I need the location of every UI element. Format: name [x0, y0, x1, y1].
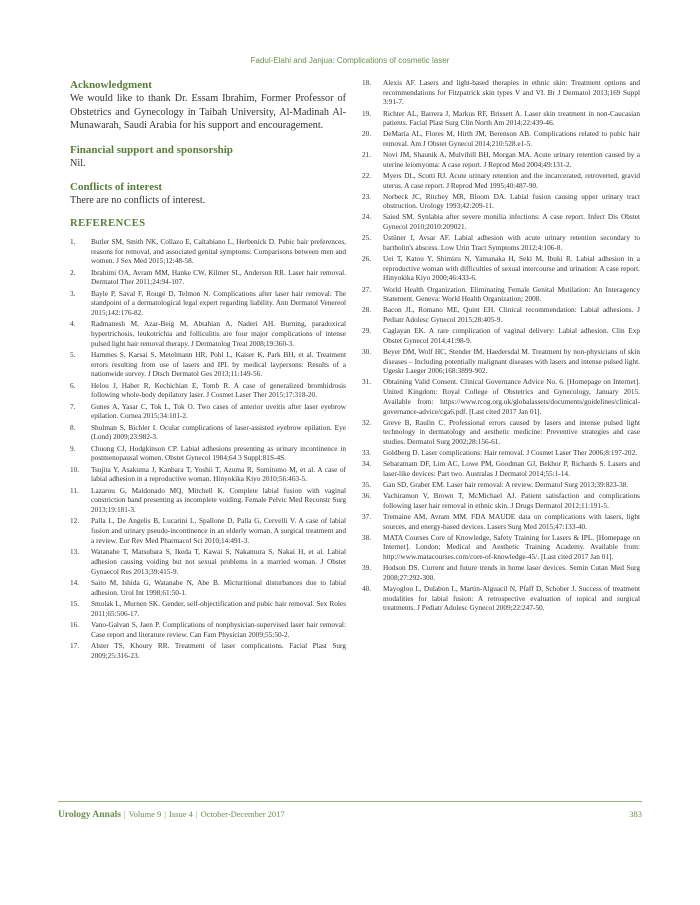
reference-item: [70, 599, 346, 618]
reference-number: 15.: [70, 598, 80, 608]
financial-body: Nil.: [70, 157, 86, 169]
reference-item: [362, 377, 640, 416]
reference-number: 22.: [362, 170, 372, 180]
reference-number: 5.: [70, 350, 76, 360]
reference-number: 7.: [70, 401, 76, 411]
footer-separator: |: [123, 809, 126, 819]
reference-item: [70, 547, 346, 576]
reference-item: [70, 578, 346, 597]
issue-date: October-December 2017: [200, 809, 285, 819]
reference-item: [362, 491, 640, 510]
right-column: [362, 78, 640, 615]
reference-list-right: [362, 78, 640, 613]
reference-number: 6.: [70, 380, 76, 390]
reference-item: [362, 533, 640, 562]
reference-number: 3.: [70, 288, 76, 298]
reference-number: 33.: [362, 448, 372, 458]
reference-text: Saito M, Ishida G, Watanabe N, Abe B. Micturitional disturbances due to labial adhesion. Urol Int 1998;61:50-1.: [91, 577, 346, 597]
reference-text: Greve B, Raulin C. Professional errors caused by lasers and intense pulsed light technology in dermatology and aesthetic medicine: Preventive strategies and case studies. Dermatol Surg 2002;28:156-61.: [383, 417, 640, 447]
reference-item: [362, 512, 640, 531]
reference-number: 35.: [362, 480, 372, 490]
reference-text: Alexis AF. Lasers and light-based therapies in ethnic skin: Treatment options and recommendations for Fitzpatrick skin types V and VI. Br J Dermatol 2013;169 Suppl 3:91-7.: [383, 78, 640, 107]
conflicts-body: There are no conflicts of interest.: [70, 195, 206, 207]
page-number: 383: [629, 809, 642, 819]
reference-text: Uei T, Katou Y, Shimizu N, Yamanaka H, Seki M, Ibuki R. Labial adhesion in a reproductive woman with difficulties of sexual intercourse and urination: A case report. Hinyokika Kiyo 2000;46:433-6.: [383, 254, 640, 283]
reference-text: Hammes S, Karsai S, Metelmann HR, Pohl L, Kaiser K, Park BH, et al. Treatment errors resulting from use of lasers and IPL by medical laypersons: Results of a nationwide survey. J Dtsch Dermatol Ges 2013;11:149-56.: [91, 350, 346, 379]
footer-divider: [58, 801, 642, 802]
reference-text: Shulman S, Bichler I. Ocular complications of laser-assisted eyebrow epilation. Eye (Lond) 2009;23:982-3.: [91, 422, 346, 442]
reference-item: [362, 347, 640, 376]
financial-title: Financial support and sponsorship: [70, 143, 233, 156]
reference-item: [70, 423, 346, 442]
reference-item: [70, 289, 346, 318]
reference-number: 20.: [362, 129, 372, 139]
reference-text: Gan SD, Graber EM. Laser hair removal: A review. Dermatol Surg 2013;39:823-38.: [383, 480, 629, 490]
reference-item: [362, 584, 640, 613]
reference-item: [70, 381, 346, 400]
reference-number: 40.: [362, 584, 372, 594]
footer-separator: |: [195, 809, 198, 819]
reference-text: World Health Organization. Eliminating Female Genital Mutilation: An Interagency Statement. Geneva: World Health Organization; 2008.: [383, 284, 640, 304]
reference-text: Hodson DS. Current and future trends in home laser devices. Semin Cutan Med Surg 2008;27:292-300.: [383, 563, 640, 582]
left-column: [70, 78, 346, 662]
reference-text: Tsujita Y, Asakuma J, Kanbara T, Yoshii T, Azuma R, Sumitomo M, et al. A case of labial adhesion in a reproductive woman. Hinyokika Kiyo 2010;56:463-5.: [91, 464, 346, 484]
reference-text: DeMaria AL, Flores M, Hirth JM, Berenson AB. Complications related to pubic hair removal. Am J Obstet Gynecol 2014;210:528.e1-5.: [383, 129, 640, 148]
reference-text: Watanabe T, Matsubara S, Ikeda T, Kawai S, Nakamura S, Nakai H, et al. Labial adhesion causing voiding but not sexual problems in a married woman. J Obstet Gynaecol Res 2013;39:415-9.: [91, 547, 346, 576]
reference-text: Helou J, Haber R, Kechichian E, Tomb R. A case of generalized bromhidrosis following whole-body depilatory laser. J Cosmet Laser Ther 2015;17:318-20.: [91, 380, 346, 400]
reference-number: 2.: [70, 267, 76, 277]
reference-text: Üstüner I, Avsar AF. Labial adhesion with acute urinary retention secondary to bartholin's abscess. Low Urin Tract Symptoms 2012;4:106-8.: [383, 233, 640, 252]
volume: Volume 9: [128, 809, 162, 819]
acknowledgment-body: We would like to thank Dr. Essam Ibrahim, Former Professor of Obstetrics and Gynecology in Taibah University, Al-Madinah Al-Munawarah, Saudi Arabia for his support and encouragement.: [70, 93, 346, 132]
reference-text: Ibrahimi OA, Avram MM, Hanke CW, Kilmer SL, Anderson RR. Laser hair removal. Dermatol Ther 2011;24:94-107.: [91, 267, 346, 287]
reference-number: 11.: [70, 485, 79, 495]
reference-text: Sebaratnam DF, Lim AC, Lowe PM, Goodman GJ, Bekhor P, Richards S. Lasers and laser-like devices: Part two. Australas J Dermatol 2014;55:1-14.: [383, 459, 640, 478]
reference-item: [70, 350, 346, 379]
conflicts-title: Conflicts of interest: [70, 181, 163, 194]
reference-text: Vano-Galvan S, Jaen P. Complications of nonphysician-supervised laser hair removal: Case report and literature review. Can Fam Physician 2009;55:50-2.: [91, 619, 346, 639]
reference-item: [70, 620, 346, 639]
reference-number: 24.: [362, 212, 372, 222]
reference-number: 17.: [70, 640, 80, 650]
reference-item: [362, 171, 640, 190]
reference-text: Saied SM. Synlabia after severe monilia infections: A case report. Infect Dis Obstet Gynecol 2010;2010:209021.: [383, 212, 640, 232]
reference-text: Palla L, De Angelis B, Lucarini L, Spallone D, Palla G, Cervelli V. A case of labial fusion and urinary pseudo-incontinence in an elderly woman. A surgical treatment and a review. Eur Rev Med Pharmacol Sci 2010;14:491-3.: [91, 516, 346, 545]
reference-text: Gunes A, Yasar C, Tok L, Tok O. Two cases of anterior uveitis after laser eyebrow epilation. Cornea 2015;34:101-2.: [91, 401, 346, 421]
reference-item: [362, 285, 640, 304]
reference-number: 9.: [70, 443, 76, 453]
reference-text: Radmanesh M, Azar-Beig M, Abtahian A, Naderi AH. Burning, paradoxical hypertrichosis, leukotrichia and folliculitis are four major complications of intense pulsed light hair removal therapy. J Dermatolog Treat 2008;19:360-3.: [91, 319, 346, 348]
reference-number: 32.: [362, 417, 372, 427]
reference-text: Vachiramon V, Brown T, McMichael AJ. Patient satisfaction and complications following laser hair removal in ethnic skin. J Drugs Dermatol 2012;11:191-5.: [383, 491, 640, 510]
journal-name: Urology Annals: [58, 810, 121, 820]
reference-item: [70, 444, 346, 463]
reference-text: Obtaining Valid Consent. Clinical Governance Advice No. 6. [Homepage on Internet]. United Kingdom: Royal College of Obstetrics and Gynecology, January 2015. Available from: https://www.rcog.org.uk/globalassets/documents/guidelines/clinical-governance-advice/cga6.pdf. [Last cited 2017 Jan 01].: [383, 377, 640, 416]
reference-text: Smolak L, Murnen SK. Gender, self-objectification and pubic hair removal. Sex Roles 2011;65:506-17.: [91, 598, 346, 618]
reference-number: 13.: [70, 547, 80, 557]
reference-number: 27.: [362, 284, 372, 294]
reference-number: 21.: [362, 150, 372, 160]
reference-number: 4.: [70, 319, 76, 329]
reference-text: Norbeck JC, Ritchey MR, Bloom DA. Labial fusion causing upper urinary tract obstruction. Urology 1993;42:209-11.: [383, 191, 640, 211]
reference-text: Lazarou G, Maldonado MQ, Mitchell K. Complete labial fusion with vaginal constriction band presenting as incomplete voiding. Female Pelvic Med Reconstr Surg 2013;19:181-3.: [91, 485, 346, 515]
reference-text: Beyer DM, Wolf HC, Stender IM, Haedersdal M. Treatment by non-physicians of skin diseases – Including potentially malignant diseases with lasers and intense pulsed light. Ugeskr Laeger 2006;168:3899-902.: [383, 346, 640, 376]
reference-number: 29.: [362, 326, 372, 336]
reference-item: [70, 641, 346, 660]
reference-item: [362, 78, 640, 107]
reference-item: [362, 448, 640, 458]
reference-number: 38.: [362, 532, 372, 542]
reference-text: Novi JM, Shaunik A, Mulvihill BH, Morgan MA. Acute urinary retention caused by a uterine leiomyoma: A case report. J Reprod Med 2004;49:131-2.: [383, 150, 640, 169]
reference-item: [362, 459, 640, 478]
reference-number: 12.: [70, 516, 80, 526]
reference-text: Myers DL, Scotti RJ. Acute urinary retention and the incarcerated, retroverted, gravid uterus. A case report. J Reprod Med 1995;40:487-90.: [383, 170, 640, 190]
reference-item: [362, 129, 640, 148]
reference-number: 14.: [70, 577, 80, 587]
footer: [58, 809, 642, 820]
running-head: Fadul-Elahi and Janjua: Complications of cosmetic laser: [250, 56, 450, 65]
reference-number: 39.: [362, 563, 372, 573]
reference-item: [70, 465, 346, 484]
reference-item: [362, 563, 640, 582]
reference-item: [70, 486, 346, 515]
reference-item: [362, 254, 640, 283]
reference-list-left: [70, 237, 346, 660]
reference-number: 1.: [70, 236, 76, 246]
reference-text: Alster TS, Khoury RR. Treatment of laser complications. Facial Plast Surg 2009;25:316-23.: [91, 640, 346, 660]
reference-item: [362, 305, 640, 324]
reference-text: Richter AL, Barrera J, Markus RF, Brissett A. Laser skin treatment in non-Caucasian patients. Facial Plast Surg Clin North Am 2014;22:439-46.: [383, 108, 640, 128]
reference-text: MATA Courses Core of Knowledge, Safety Training for Lasers & IPL. [Homepage on Internet]. London; Medical and Aesthetic Training Academy. Available from: http://www.matacourses.com/core-of-knowledge-45/. [Last cited 2017 Jan 01].: [383, 532, 640, 562]
reference-number: 8.: [70, 422, 76, 432]
reference-text: Tremaine AM, Avram MM. FDA MAUDE data on complications with lasers, light sources, and energy-based devices. Lasers Surg Med 2015;47:133-40.: [383, 511, 640, 531]
reference-item: [362, 109, 640, 128]
reference-item: [362, 192, 640, 211]
reference-number: 30.: [362, 346, 372, 356]
reference-number: 26.: [362, 254, 372, 264]
reference-item: [362, 418, 640, 447]
footer-separator: |: [164, 809, 166, 819]
reference-text: Chuong CJ, Hodgkinson CP. Labial adhesions presenting as urinary incontinence in postmenopausal women. Obstet Gynecol 1984;64 3 Suppl:81S-4S.: [91, 443, 346, 463]
issue: Issue 4: [169, 809, 193, 819]
reference-item: [70, 268, 346, 287]
reference-number: 28.: [362, 305, 372, 315]
reference-number: 23.: [362, 191, 372, 201]
reference-number: 16.: [70, 619, 80, 629]
reference-text: Bacon JL, Romano ME, Quint EH. Clinical recommendation: Labial adhesions. J Pediatr Adolesc Gynecol 2015;28:405-9.: [383, 305, 640, 325]
reference-text: Butler SM, Smith NK, Collazo E, Caltabiano L, Herbenick D. Pubic hair preferences, reasons for removal, and associated genital symptoms: Comparisons between men and women. J Sex Med 2015;12:48-58.: [91, 236, 346, 266]
reference-item: [362, 212, 640, 231]
reference-number: 37.: [362, 511, 372, 521]
reference-number: 19.: [362, 108, 372, 118]
reference-item: [70, 402, 346, 421]
reference-number: 25.: [362, 233, 372, 243]
reference-number: 10.: [70, 464, 80, 474]
acknowledgment-title: Acknowledgment: [70, 79, 152, 91]
reference-item: [70, 237, 346, 266]
reference-text: Mayoglou L, Dulabon L, Martin-Alguacil N, Pfaff D, Schober J. Success of treatment modalities for labial fusion: A retrospective evaluation of topical and surgical treatments. J Pediatr Adolesc Gynecol 2009;22:247-50.: [383, 584, 640, 613]
reference-item: [362, 150, 640, 169]
reference-item: [362, 480, 640, 490]
reference-number: 18.: [362, 78, 372, 87]
reference-text: Caglayan EK. A rare complication of vaginal delivery: Labial adhesion. Clin Exp Obstet Gynecol 2014;41:98-9.: [383, 326, 640, 345]
reference-number: 34.: [362, 459, 372, 469]
reference-item: [362, 326, 640, 345]
reference-item: [70, 516, 346, 545]
reference-item: [362, 233, 640, 252]
reference-number: 31.: [362, 377, 372, 387]
reference-number: 36.: [362, 491, 372, 501]
reference-text: Bayle P, Saval F, Rougé D, Telmon N. Complications after laser hair removal: The standpoint of a dermatological legal expert regarding liability. Ann Dermatol Venereol 2015;142:176-82.: [91, 288, 346, 318]
reference-text: Goldberg D. Laser complications: Hair removal. J Cosmet Laser Ther 2006;8:197-202.: [383, 448, 638, 458]
reference-item: [70, 319, 346, 348]
references-title: REFERENCES: [70, 217, 146, 229]
